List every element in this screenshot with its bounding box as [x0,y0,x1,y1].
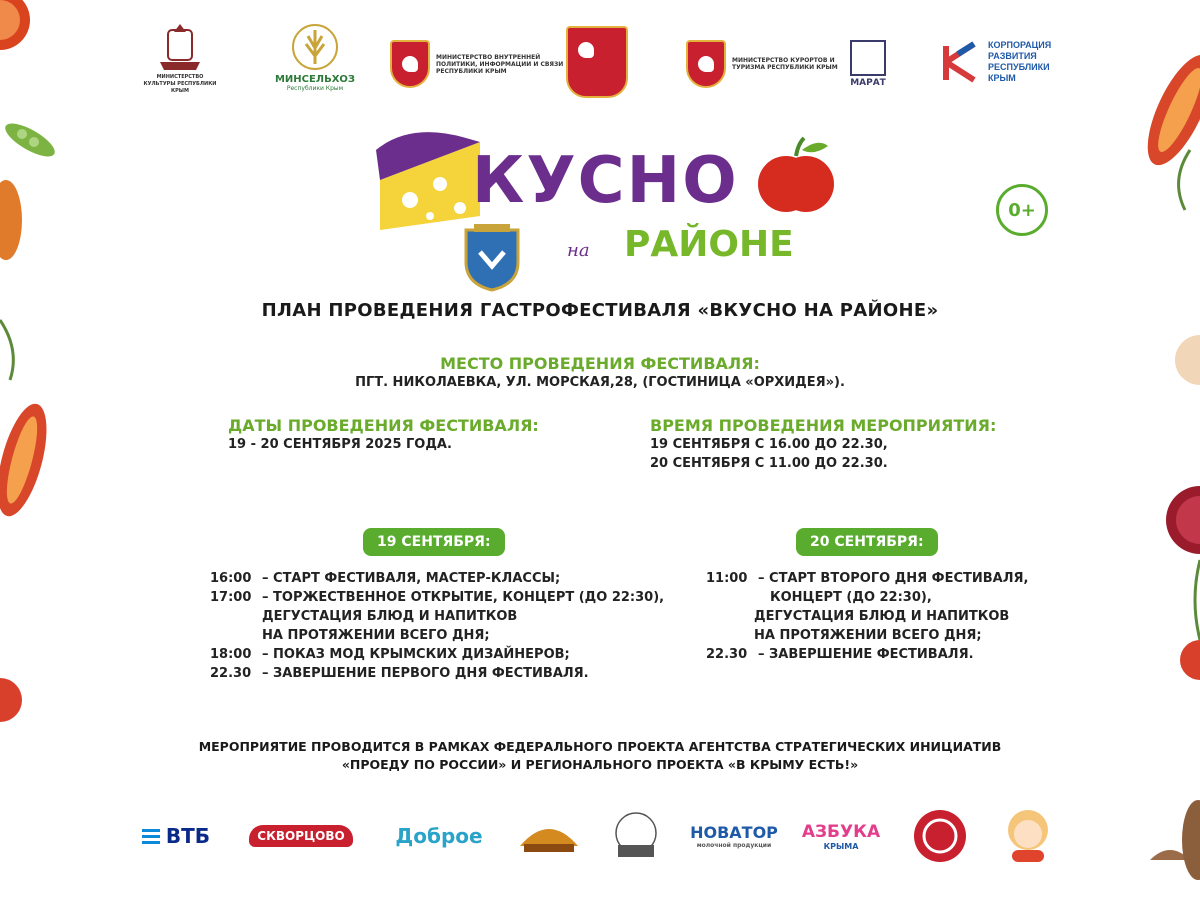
vtb-logo: ВТБ [136,806,216,866]
schedule-row: 17:00 – ТОРЖЕСТВЕННОЕ ОТКРЫТИЕ, КОНЦЕРТ (ДО 22:30), [210,590,665,605]
crimea-development-corp-logo: КОРПОРАЦИЯ РАЗВИТИЯ РЕСПУБЛИКИ КРЫМ [940,40,1051,84]
top-partner-logos [130,22,1080,112]
schedule-row: 18:00 – ПОКАЗ МОД КРЫМСКИХ ДИЗАЙНЕРОВ; [210,647,570,662]
project-note-line-2: «ПРОЕДУ ПО РОССИИ» И РЕГИОНАЛЬНОГО ПРОЕКТА «В КРЫМУ ЕСТЬ!» [341,757,859,772]
dates-label: ДАТЫ ПРОВЕДЕНИЯ ФЕСТИВАЛЯ: [228,416,539,435]
title-word-rayone: РАЙОНЕ [624,224,794,265]
tomato-icon [0,678,22,722]
crimea-crest-icon [686,40,726,88]
girl-mascot-icon [1002,806,1054,866]
title-word-na: на [567,240,590,261]
day1-title-badge: 19 СЕНТЯБРЯ: [363,528,505,556]
times-line-1: 19 СЕНТЯБРЯ С 16.00 ДО 22.30, [650,437,888,452]
age-rating-badge: 0+ [996,184,1048,236]
herb-icon [1179,150,1190,210]
skvortsovo-logo: СКВОРЦОВО [238,806,364,866]
winery-logo [604,806,668,866]
day1-schedule [210,569,664,683]
pepper-icon [0,180,22,260]
vtb-stripes-icon [142,827,162,845]
bakery-emblem-icon [516,816,582,856]
cheese-factory-emblem-icon [906,808,974,864]
schedule-row: КОНЦЕРТ (ДО 22:30), [770,590,932,605]
apple-icon [758,134,834,220]
crimea-crest-icon [390,40,430,88]
crimea-coat-of-arms [566,26,628,98]
schedule-row: ДЕГУСТАЦИЯ БЛЮД И НАПИТКОВ [754,609,1010,624]
day2-title-badge: 20 СЕНТЯБРЯ: [796,528,938,556]
marat-logo: МАРАТ [850,40,886,88]
project-note [0,738,1200,774]
schedule-row: 22.30 – ЗАВЕРШЕНИЕ ФЕСТИВАЛЯ. [706,647,974,662]
venue-block [0,354,1200,390]
schedule-row: 11:00 – СТАРТ ВТОРОГО ДНЯ ФЕСТИВАЛЯ, [706,571,1029,586]
project-note-line-1: МЕРОПРИЯТИЕ ПРОВОДИТСЯ В РАМКАХ ФЕДЕРАЛЬНОГО ПРОЕКТА АГЕНТСТВА СТРАТЕГИЧЕСКИХ ИНИЦИАТИВ [198,739,1002,754]
dates-block [228,416,539,454]
dobroe-logo: Доброе [395,824,483,848]
ministry-resorts-logo: МИНИСТЕРСТВО КУРОРТОВ И ТУРИЗМА РЕСПУБЛИКИ КРЫМ [686,40,842,88]
times-label: ВРЕМЯ ПРОВЕДЕНИЯ МЕРОПРИЯТИЯ: [650,416,997,435]
winery-emblem-icon [608,811,664,861]
marat-emblem-icon [850,40,886,76]
azbuka-logo: АЗБУКА КРЫМА [801,821,881,851]
lyre-emblem-icon [150,22,210,74]
times-line-2: 20 СЕНТЯБРЯ С 11.00 ДО 22.30. [650,456,888,471]
crimea-crest-icon [566,26,628,98]
sponsor-logos [130,806,1070,866]
corp-emblem-icon [940,40,980,84]
schedule-row: НА ПРОТЯЖЕНИИ ВСЕГО ДНЯ; [262,628,490,643]
dates-value: 19 - 20 СЕНТЯБРЯ 2025 ГОДА. [228,437,452,452]
times-block [650,416,996,473]
schedule-row: ДЕГУСТАЦИЯ БЛЮД И НАПИТКОВ [262,609,518,624]
dzhankoy-cheese-logo [900,806,980,866]
schedule-row: 16:00 – СТАРТ ФЕСТИВАЛЯ, МАСТЕР-КЛАССЫ; [210,571,561,586]
venue-label: МЕСТО ПРОВЕДЕНИЯ ФЕСТИВАЛЯ: [440,354,760,373]
festival-title-logo [362,112,842,292]
novator-logo: НОВАТОР молочной продукции [690,823,778,849]
wheat-emblem-icon [290,22,340,72]
schedule-row: 22.30 – ЗАВЕРШЕНИЕ ПЕРВОГО ДНЯ ФЕСТИВАЛЯ. [210,666,589,681]
day2-schedule [706,569,1028,664]
bakery-logo [514,806,584,866]
district-coat-of-arms-icon [460,222,524,292]
tomato-icon [1180,640,1200,680]
schedule-row: НА ПРОТЯЖЕНИИ ВСЕГО ДНЯ; [754,628,982,643]
page-title: ПЛАН ПРОВЕДЕНИЯ ГАСТРОФЕСТИВАЛЯ «ВКУСНО НА РАЙОНЕ» [261,300,939,321]
mascot-logo [996,806,1060,866]
venue-value: ПГТ. НИКОЛАЕВКА, УЛ. МОРСКАЯ,28, (ГОСТИНИЦА «ОРХИДЕЯ»). [355,375,845,390]
pepper-icon [1182,800,1200,880]
culture-ministry-logo: МИНИСТЕРСТВО КУЛЬТУРЫ РЕСПУБЛИКИ КРЫМ [140,22,220,95]
ministry-policy-logo: МИНИСТЕРСТВО ВНУТРЕННЕЙ ПОЛИТИКИ, ИНФОРМАЦИИ И СВЯЗИ РЕСПУБЛИКИ КРЫМ [390,40,576,88]
title-word-main: КУСНО [472,144,739,218]
minselhoz-logo: МИНСЕЛЬХОЗ Республики Крым [270,22,360,92]
